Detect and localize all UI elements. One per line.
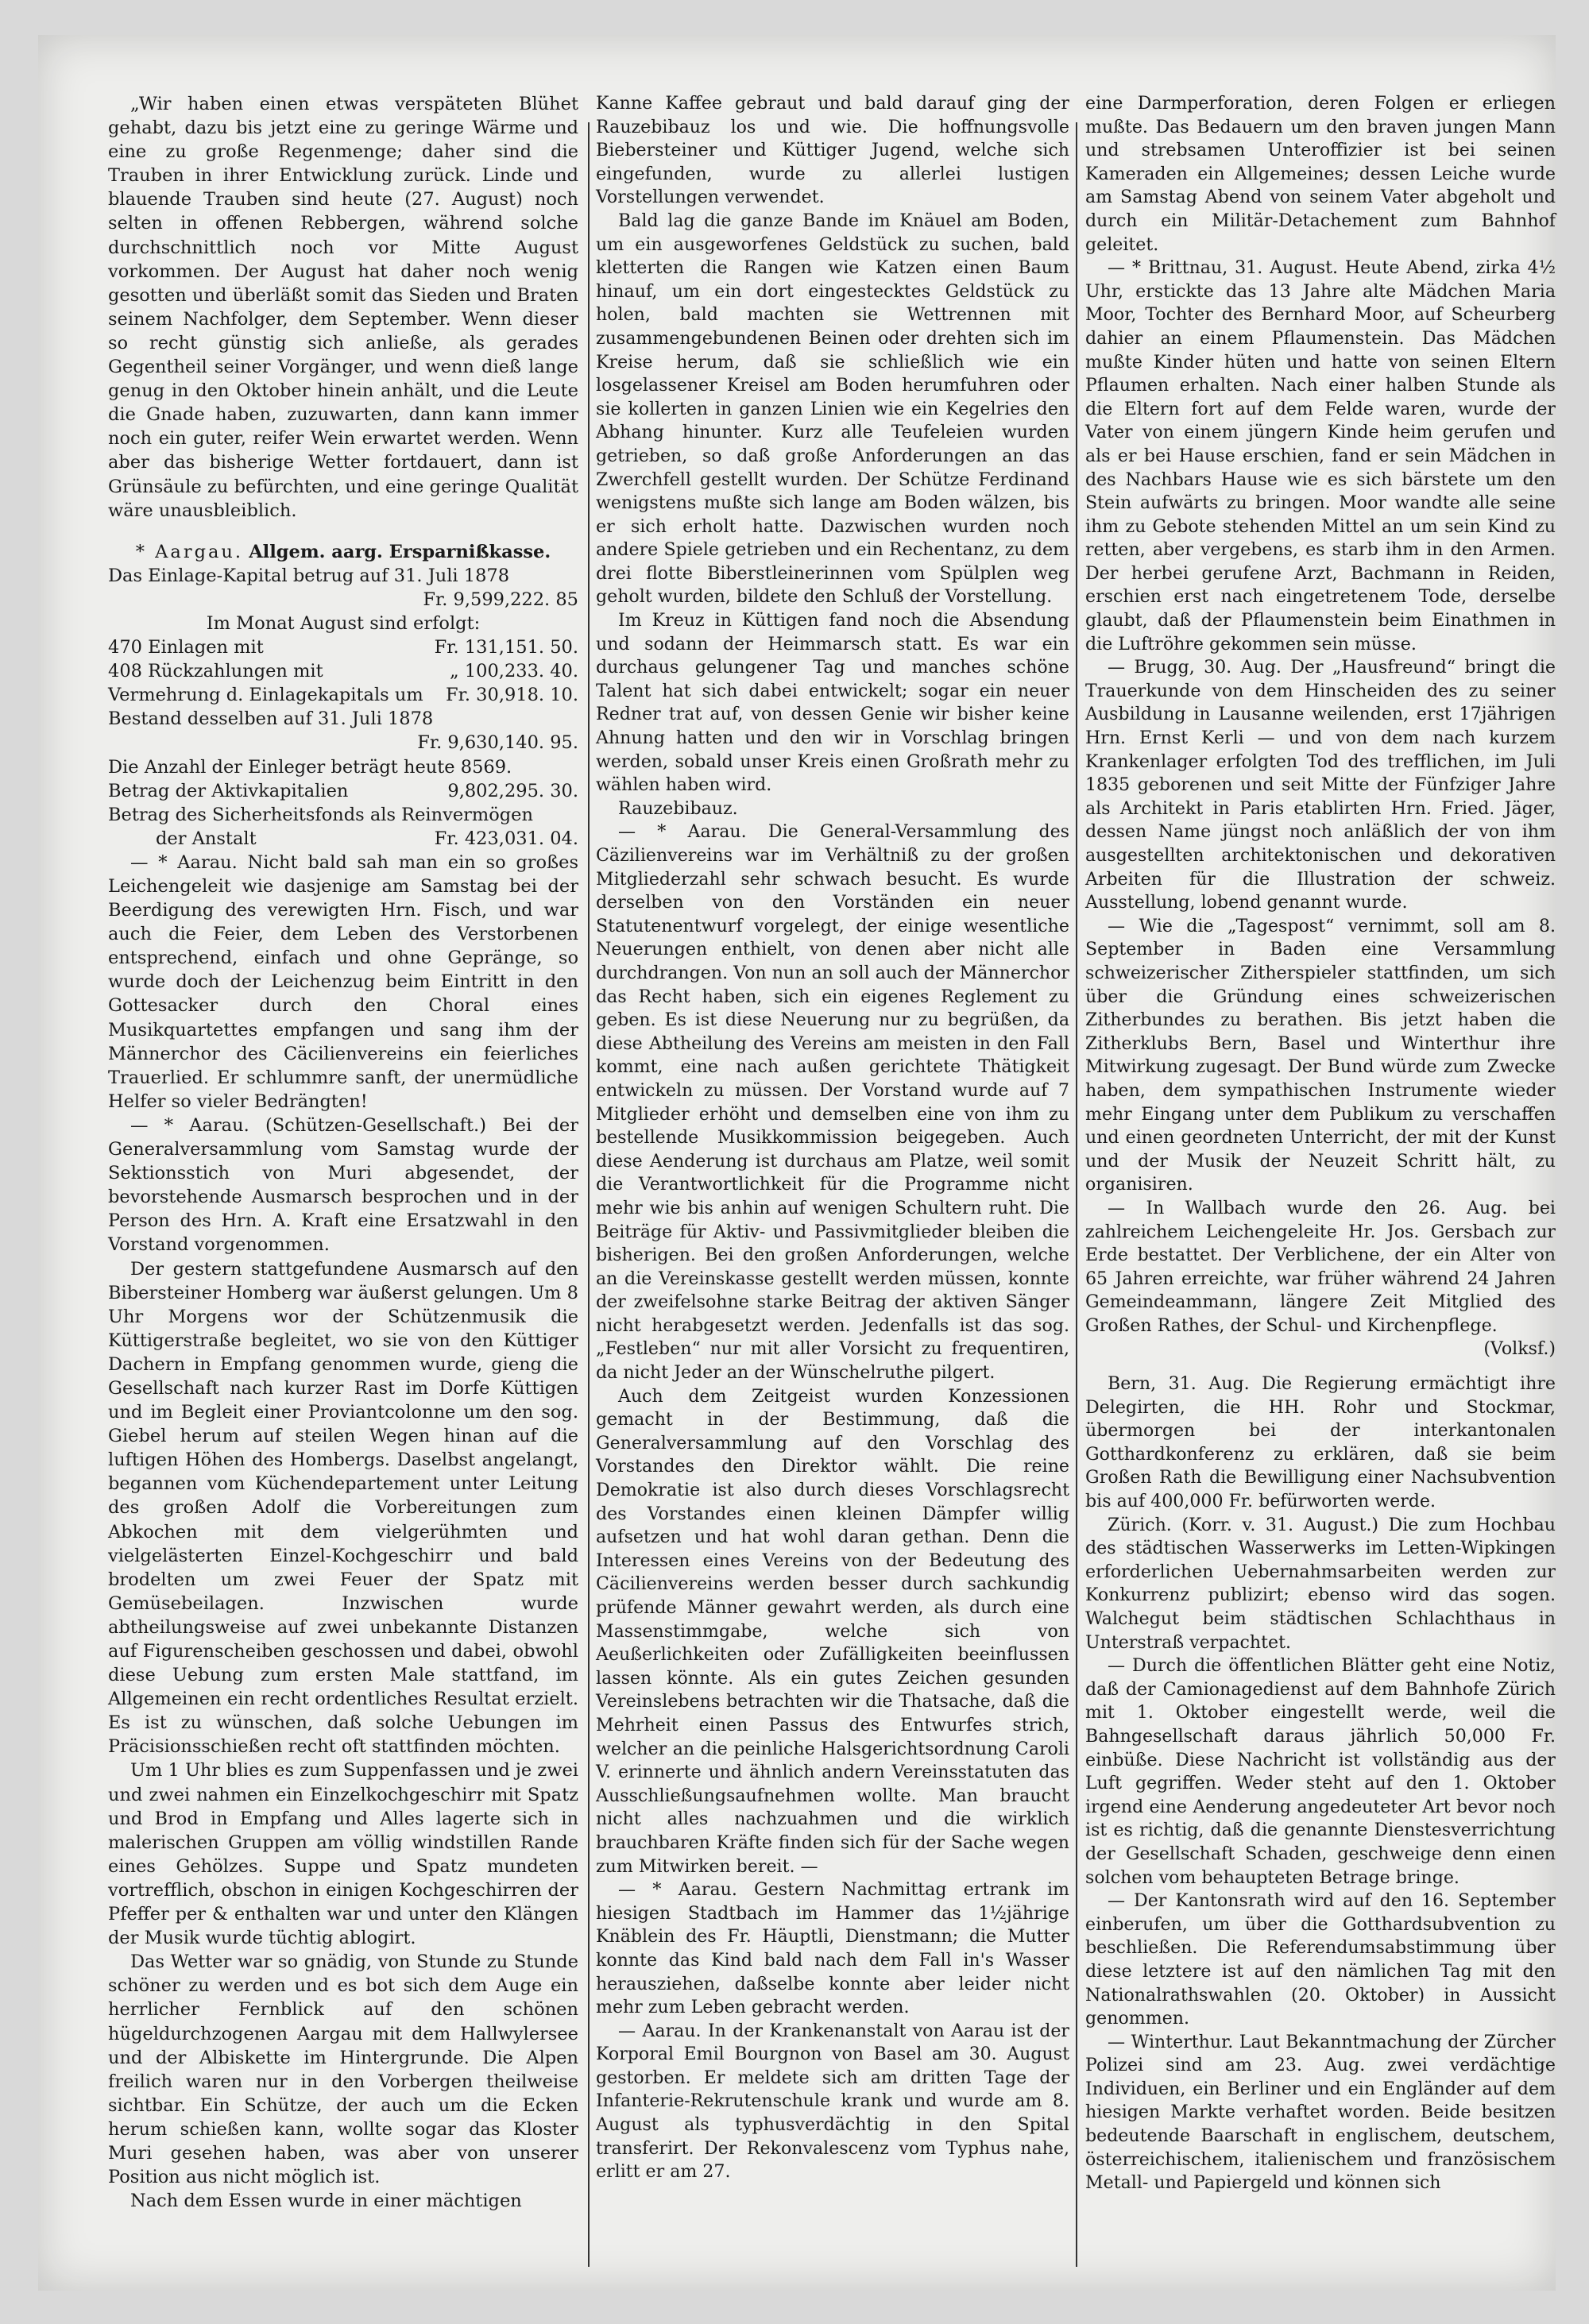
article-paragraph: — * Aarau. Gestern Nachmittag ertrank im hiesigen Stadtbach im Hammer das 1½jährige Knäblein des Fr. Häuptli, Dienstmann; die Mutter konnte das Kind bald nach dem Fall in's Wasser herausziehen, daßselbe konnte aber leider nicht mehr zum Leben gebracht werden. bbox=[596, 1879, 1069, 2018]
article-source: (Volksf.) bbox=[1483, 1338, 1556, 1360]
savings-row bbox=[108, 827, 578, 851]
article-signature: Rauzebibauz. bbox=[618, 797, 738, 819]
savings-line: Bestand desselben auf 31. Juli 1878 bbox=[108, 708, 434, 730]
article-paragraph: — Der Kantonsrath wird auf den 16. September einberufen, um über die Gotthardsubvention zu beschließen. Die Referendumsabstimmung über diese letztere ist auf den nämlichen Tag mit den Nationalrathswahlen (20. Oktober) in Aussicht genommen. bbox=[1085, 1890, 1556, 2029]
article-paragraph: — Aarau. In der Krankenanstalt von Aarau ist der Korporal Emil Bourgnon von Basel am 30. August gestorben. Er meldete sich am dritten Tage der Infanterie-Rekrutenschule krank und wurde am 8. August als typhusverdächtig in den Spital transferirt. Der Rekonvalescenz vom Typhus nahe, erlitt er am 27. bbox=[596, 2020, 1069, 2183]
article-paragraph: Bald lag die ganze Bande im Knäuel am Boden, um ein ausgeworfenes Geldstück zu suchen, bald kletterten die Rangen wie Katzen einen Baum hinauf, um ein dort eingestecktes Geldstück zu holen, bald machten sie Wettrennen mit zusammengebundenen Beinen oder drehten sich im Kreise herum, daß sie schließlich wie ein losgelassener Kreisel am Boden herumfuhren oder sie kollerten in ganzen Linien wie ein Kegelries den Abhang hinunter. Kurz alle Teufeleien wurden getrieben, so daß große Anforderungen an das Zwerchfell gestellt wurden. Der Schütze Ferdinand wenigstens mußte sich lange am Boden wälzen, bis er sich erholt hatte. Dazwischen wurden noch andere Spiele getrieben und ein Rechentanz, zu dem drei flotte Biberstleinerinnen vom Spülplen weg geholt wurden, bildete den Schluß der Vorstellung. bbox=[596, 210, 1069, 608]
newspaper-page bbox=[38, 35, 1556, 2291]
savings-row bbox=[108, 779, 578, 803]
wine-report-paragraph: „Wir haben einen etwas verspäteten Blühet gehabt, dazu bis jetzt eine zu geringe Wärme und eine zu große Regenmenge; daher sind die Trauben in ihrer Entwicklung zurück. Linde und blauende Trauben sind heute (27. August) noch selten in offenen Rebbergen, während solche durchschnittlich noch vor Mitte August vorkommen. Der August hat daher noch wenig gesotten und überläßt somit das Sieden und Braten seinem Nachfolger, dem September. Wenn dieser so recht günstig sich anließe, als gerades Gegentheil seiner Vorgänger, und wenn dieß lange genug in den Oktober hinein anhält, und die Leute die Gnade haben, zuzuwarten, dann kann immer noch ein guter, reifer Wein erwartet werden. Wenn aber das bisherige Wetter fortdauert, dann ist Grünsäule zu befürchten, und eine geringe Qualität wäre unausbleiblich. bbox=[108, 94, 578, 521]
article-paragraph: — Winterthur. Laut Bekanntmachung der Zürcher Polizei sind am 23. Aug. zwei verdächtige Individuen, ein Berliner und ein Engländer auf dem hiesigen Markte verhaftet worden. Beide besitzen bedeutende Baarschaft in englischem, deutschem, österreichischem, italienischem und französischem Metall- und Papiergeld und können sich bbox=[1085, 2031, 1556, 2194]
article-paragraph: — * Aarau. Die General-Versammlung des Cäzilienvereins war im Verhältniß zu der großen Mitgliederzahl sehr schwach besucht. Es wurde derselben von den Vorständen ein neuer Statutenentwurf vorgelegt, der einige wesentliche Neuerungen enthielt, von denen aber nicht alle durchdrangen. Von nun an soll auch der Männerchor das Recht haben, sich ein eigenes Reglement zu geben. Es ist diese Neuerung nur zu begrüßen, da diese Abtheilung des Vereins am meisten in den Fall kommt, eine nach außen gerichtete Thätigkeit entwickeln zu müssen. Der Vorstand wurde auf 7 Mitglieder erhöht und demselben eine von ihm zu bestellende Musikkommission beigegeben. Auch diese Aenderung ist durchaus am Platze, weil somit die Verantwortlichkeit für die Programme nicht mehr wie bis anhin auf wenigen Schultern ruht. Die Beiträge für Aktiv- und Passivmitglieder bleiben die bisherigen. Bei den großen Anforderungen, welche an die Vereinskasse gestellt werden müssen, konnte der zweifelsohne starke Beitrag der aktiven Sänger nicht herabgesetzt werden. Jedenfalls ist das sog. „Festleben“ nur mit aller Vorsicht zu frequentiren, da nicht Jeder an der Wünschelruthe pilgert. bbox=[596, 821, 1069, 1384]
savings-row bbox=[108, 683, 578, 707]
article-paragraph: — * Aarau. Nicht bald sah man ein so großes Leichengeleit wie dasjenige am Samstag bei der Beerdigung des verewigten Hrn. Fisch, und war auch die Feier, dem Leben des Verstorbenen entsprechend, einfach und ohne Gepränge, so wurde doch der Leichenzug beim Eintritt in den Gottesacker durch den Choral eines Musikquartettes empfangen und sang ihm der Männerchor des Cäcilienvereins ein feierliches Trauerlied. Er schlummre sanft, der unermüdliche Helfer so vieler Bedrängten! bbox=[108, 851, 578, 1112]
article-paragraph: Auch dem Zeitgeist wurden Konzessionen gemacht in der Bestimmung, daß die Generalversammlung auf den Vorschlag des Vorstandes den Direktor wählt. Die reine Demokratie ist also durch dieses Vorschlagsrecht des Vorstandes einen kleinen Dämpfer willig aufsetzen und hat wohl daran gethan. Denn die Interessen eines Vereins von der Bedeutung des Cäcilienvereins werden besser durch sachkundig prüfende Männer gewahrt werden, als durch eine Massenstimmgabe, welche sich von Aeußerlichkeiten oder Zufälligkeiten beeinflussen lassen könnte. Als ein gutes Zeichen gesunden Vereinslebens betrachten wir die Thatsache, daß die Mehrheit einen Passus des Entwurfes strich, welcher an die peinliche Halsgerichtsordnung Caroli V. erinnerte und ähnlich andern Vereinsstatuten das Ausschließungsaufnehmen wollte. Man braucht nicht alles nachzuahmen und die wirklich brauchbaren Kräfte finden sich für der Sache wegen zum Mitwirken bereit. — bbox=[596, 1385, 1069, 1877]
savings-row-value: Fr. 423,031. 04. bbox=[434, 828, 578, 849]
savings-row bbox=[108, 635, 578, 659]
savings-row-label: Betrag der Aktivkapitalien bbox=[108, 780, 349, 801]
savings-value: Fr. 9,599,222. 85 bbox=[423, 589, 578, 610]
article-paragraph: eine Darmperforation, deren Folgen er erliegen mußte. Das Bedauern um den braven jungen Mann und strebsamen Unteroffizier ist bei seinen Kameraden ein Allgemeines; dessen Leiche wurde am Samstag Abend von seinem Vater abgeholt und durch ein Militär-Detachement zum Bahnhof geleitet. bbox=[1085, 93, 1556, 255]
savings-bank-place: * Aargau. bbox=[135, 541, 244, 562]
article-paragraph: — * Aarau. (Schützen-Gesellschaft.) Bei der Generalversammlung vom Samstag wurde der Sektionsstich von Muri abgesendet, der bevorstehende Ausmarsch besprochen und in der Person des Hrn. A. Kraft eine Ersatzwahl in den Vorstand vorgenommen. bbox=[108, 1114, 578, 1256]
savings-row-value: Fr. 131,151. 50. bbox=[434, 637, 578, 658]
article-paragraph: — * Brittnau, 31. August. Heute Abend, zirka 4½ Uhr, erstickte das 13 Jahre alte Mädchen Maria Moor, Tochter des Bernhard Moor, auf Scheurberg dahier an einem Pflaumenstein. Das Mädchen mußte Kinder hüten und hatte von seinen Eltern Pflaumen erhalten. Nach einer halben Stunde als die Eltern fort auf dem Felde waren, wurde der Vater von einem jüngern Kinde heim gerufen und als er bei Hause erschien, fand er sein Mädchen in des Nachbars Hause wie es sich bärstete um den Stein aufwärts zu bringen. Moor wandte alle seine ihm zu Gebote stehenden Mittel an um sein Kind zu retten, aber vergebens, es starb ihm in den Armen. Der herbei gerufene Arzt, Bachmann in Reiden, erschien erst nach eingetretenem Tode, derselbe glaubt, daß der Pflaumenstein beim Einathmen in die Luftröhre gekommen sein müsse. bbox=[1085, 257, 1556, 654]
article-paragraph: Zürich. (Korr. v. 31. August.) Die zum Hochbau des städtischen Wasserwerks im Letten-Wipkingen erforderlichen Uebernahmsarbeiten werden zur Konkurrenz publizirt; ebenso wird das sogen. Walchegut beim städtischen Schlachthaus in Unterstraß verpachtet. bbox=[1085, 1514, 1556, 1653]
savings-row-label: der Anstalt bbox=[156, 828, 257, 849]
article-paragraph: — In Wallbach wurde den 26. Aug. bei zahlreichem Leichengeleite Hr. Jos. Gersbach zur Erde bestattet. Der Verblichene, der ein Alter von 65 Jahren erreichte, war früher während 24 Jahren Gemeindeammann, längere Zeit Mitglied des Großen Rathes, der Schul- und Kirchenpflege. bbox=[1085, 1197, 1556, 1336]
article-paragraph: Im Kreuz in Küttigen fand noch die Absendung und sodann der Heimmarsch statt. Es war ein durchaus gelungener Tag und manches schöne Talent hat sich dabei entwickelt; sogar ein neuer Redner trat auf, von dessen Genie wir bisher keine Ahnung hatten und den wir in Vorschlag bringen werden, sobald unser Kreis einen Großrath mehr zu wählen haben wird. bbox=[596, 610, 1069, 796]
savings-value: Fr. 9,630,140. 95. bbox=[417, 732, 578, 754]
savings-bank-title: Allgem. aarg. Ersparnißkasse. bbox=[249, 541, 551, 562]
savings-row-value: Fr. 30,918. 10. bbox=[445, 685, 578, 706]
savings-line: Das Einlage-Kapital betrug auf 31. Juli 1878 bbox=[108, 565, 510, 586]
article-paragraph: Um 1 Uhr blies es zum Suppenfassen und je zwei und zwei nahmen ein Einzelkochgeschirr mit Spatz und Brod in Empfang und Alles lagerte sich in malerischen Gruppen am völlig windstillen Rande eines Gehölzes. Suppe und Spatz mundeten vortrefflich, obschon in einigen Kochgeschirren der Pfeffer per & enthalten war und unter den Klängen der Musik wurde tüchtig ablogirt. bbox=[108, 1760, 578, 1949]
article-paragraph: Bern, 31. Aug. Die Regierung ermächtigt ihre Delegirten, die HH. Rohr und Stockmar, übermorgen bei der interkantonalen Gotthardkonferenz zu erklären, daß sie beim Großen Rath die Bewilligung einer Nachsubvention bis auf 400,000 Fr. befürworten werde. bbox=[1085, 1373, 1556, 1512]
column-1 bbox=[108, 92, 578, 2213]
savings-bank-heading bbox=[108, 540, 578, 564]
savings-row-label: Vermehrung d. Einlagekapitals um bbox=[108, 685, 423, 706]
savings-row-label: 470 Einlagen mit bbox=[108, 637, 264, 658]
article-paragraph: — Brugg, 30. Aug. Der „Hausfreund“ bringt die Trauerkunde von dem Hinscheiden des zu seiner Ausbildung in Lausanne weilenden, erst 17jährigen Hrn. Ernst Kerli — und von dem nach kurzem Krankenlager erfolgten Tod des trefflichen, im Juli 1835 geborenen und seit Mitte der Fünfziger Jahre als Architekt in Paris etablirten Hrn. Fried. Jäger, dessen Name jüngst noch anläßlich der von ihm ausgestellten architektonischen und dekorativen Arbeiten für die Illustration der schweiz. Ausstellung, lobend genannt wurde. bbox=[1085, 657, 1556, 913]
column-rule-2 bbox=[1076, 122, 1077, 2267]
article-paragraph: Der gestern stattgefundene Ausmarsch auf den Bibersteiner Homberg war äußerst gelungen. Um 8 Uhr Morgens wor der Schützenmusik die Küttigerstraße begleitet, wo sie von den Küttiger Dachern in Empfang genommen wurde, gieng die Gesellschaft nach kurzer Rast im Dorfe Küttigen und im Begleit einer Proviantcolonne um den sog. Giebel herum auf steilen Wegen hinan auf die luftigen Höhen des Hombergs. Daselbst angelangt, begannen vom Küchendepartement unter Leitung des großen Adolf die Vorbereitungen zum Abkochen mit dem vielgerühmten und vielgelästerten Einzel-Kochgeschirr und bald brodelten um zwei Feuer der Spatz mit Gemüsebeilagen. Inzwischen wurde abtheilungsweise auf zwei unbekannte Distanzen auf Figurenscheiben geschossen und dabei, obwohl diese Uebung zum ersten Male stattfand, im Allgemeinen ein recht ordentliches Resultat erzielt. Es ist zu wünschen, daß solche Uebungen im Präcisionsschießen recht oft stattfinden möchten. bbox=[108, 1258, 578, 1758]
savings-row-value: 9,802,295. 30. bbox=[447, 780, 578, 801]
savings-row-value: „ 100,233. 40. bbox=[450, 661, 578, 682]
savings-line: Im Monat August sind erfolgt: bbox=[206, 612, 481, 634]
article-paragraph: Das Wetter war so gnädig, von Stunde zu Stunde schöner zu werden und es bot sich dem Auge ein herrlicher Fernblick auf den schönen hügeldurchzogenen Aargau mit dem Hallwylersee und der Albiskette im Hintergrunde. Die Alpen freilich waren nur in den Vorbergen theilweise sichtbar. Ein Schütze, der auch um die Ecken herum schießen kann, wollte sogar das Kloster Muri gesehen haben, was aber von unserer Position aus nicht möglich ist. bbox=[108, 1951, 578, 2188]
column-3 bbox=[1085, 92, 1556, 2195]
column-rule-1 bbox=[588, 122, 590, 2267]
article-paragraph: Kanne Kaffee gebraut und bald darauf ging der Rauzebibauz los und wie. Die hoffnungsvolle Biebersteiner und Küttiger Jugend, welche sich eingefunden, wurde zu allerlei lustigen Vorstellungen verwendet. bbox=[596, 93, 1069, 208]
article-paragraph: Nach dem Essen wurde in einer mächtigen bbox=[130, 2191, 522, 2212]
savings-row bbox=[108, 659, 578, 683]
savings-line: Betrag des Sicherheitsfonds als Reinvermögen bbox=[108, 804, 533, 825]
savings-line: Die Anzahl der Einleger beträgt heute 8569. bbox=[108, 756, 512, 778]
savings-row-label: 408 Rückzahlungen mit bbox=[108, 661, 323, 682]
article-paragraph: — Wie die „Tagespost“ vernimmt, soll am 8. September in Baden eine Versammlung schweizerischer Zitherspieler stattfinden, um sich über die Gründung eines schweizerischen Zitherbundes zu berathen. Bis jetzt haben die Zitherklubs Bern, Basel und Winterthur ihre Mitwirkung zugesagt. Der Bund würde zum Zwecke haben, dem sympathischen Instrumente wieder mehr Eingang unter dem Publikum zu verschaffen und einen geordneten Unterricht, der mit der Kunst und der Musik der Neuzeit Schritt hält, zu organisiren. bbox=[1085, 915, 1556, 1195]
article-paragraph: — Durch die öffentlichen Blätter geht eine Notiz, daß der Camionagedienst auf dem Bahnhofe Zürich mit 1. Oktober eingestellt werde, weil die Bahngesellschaft daraus jährlich 50,000 Fr. einbüße. Diese Nachricht ist vollständig aus der Luft gegriffen. Weder steht auf den 1. Oktober irgend eine Aenderung angedeuteter Art bevor noch ist es richtig, daß die genannte Dienstesverrichtung der Gesellschaft Schaden, geschweige denn einen solchen vom behaupteten Betrage bringe. bbox=[1085, 1655, 1556, 1888]
column-2 bbox=[596, 92, 1069, 2184]
